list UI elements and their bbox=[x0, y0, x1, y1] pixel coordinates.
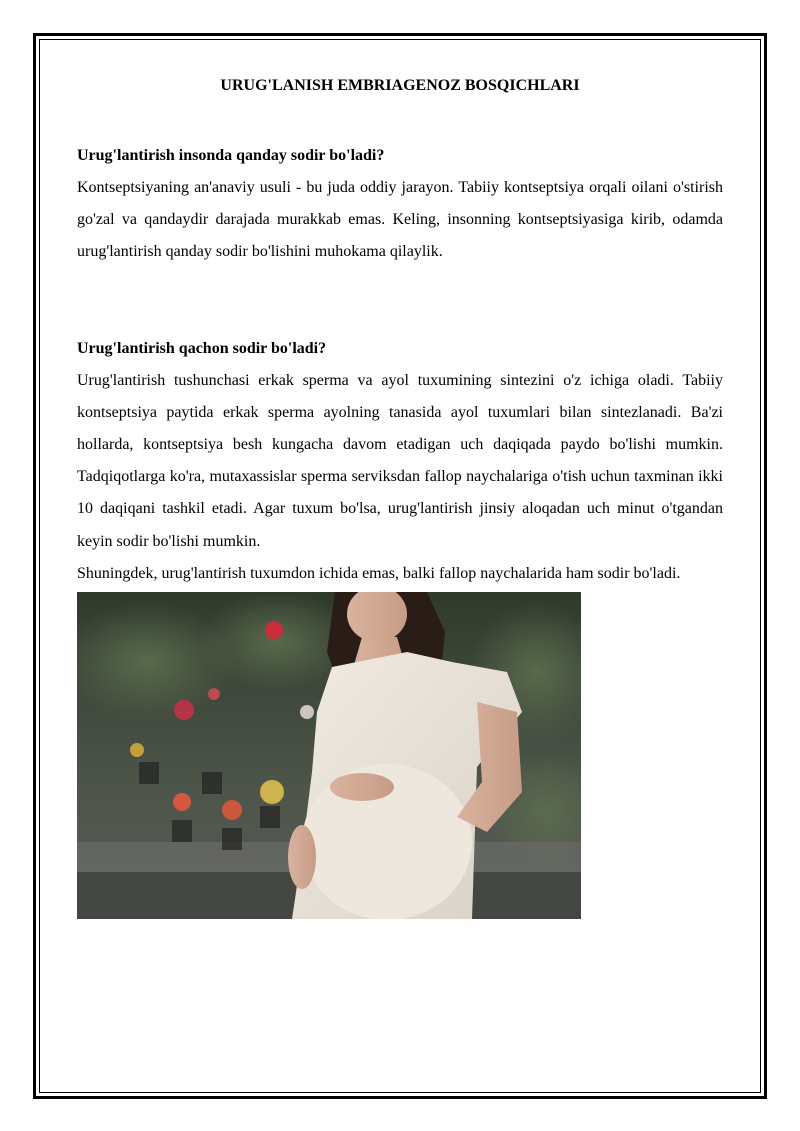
section-heading-2: Urug'lantirish qachon sodir bo'ladi? bbox=[77, 339, 327, 357]
document-title: URUG'LANISH EMBRIAGENOZ BOSQICHLARI bbox=[220, 77, 580, 94]
section-2-paragraph-1: Urug'lantirish tushunchasi erkak sperma va ayol tuxumining sintezini o'z ichiga oladi. Tabiiy kontseptsiya paytida erkak sperma ayolning tanasida ayol tuxumlari bilan sintezlanadi. Ba'zi hollarda, kontseptsiya besh kungacha davom etadigan uch daqiqada paydo bo'lishi mumkin. Tadqiqotlarga ko'ra, mutaxassislar sperma serviksdan fallop naychalariga o'tish uchun taxminan ikki 10 daqiqani tashkil etadi. Agar tuxum bo'lsa, urug'lantirish jinsiy aloqadan uch minut o'tgandan keyin sodir bo'lishi mumkin. bbox=[77, 371, 723, 550]
pregnant-woman-photo bbox=[77, 592, 581, 919]
section-heading-1: Urug'lantirish insonda qanday sodir bo'ladi? bbox=[77, 147, 385, 164]
section-1-paragraph-1: Kontseptsiyaning an'anaviy usuli - bu juda oddiy jarayon. Tabiiy kontseptsiya orqali oilani o'stirish go'zal va qandaydir darajada murakkab emas. Keling, insonning kontseptsiyasiga kirib, odamda urug'lantirish qanday sodir bo'lishini muhokama qilaylik. bbox=[77, 179, 723, 261]
document-body bbox=[77, 70, 723, 919]
section-2-paragraph-2: Shuningdek, urug'lantirish tuxumdon ichida emas, balki fallop naychalarida ham sodir bo'ladi. bbox=[77, 564, 681, 582]
